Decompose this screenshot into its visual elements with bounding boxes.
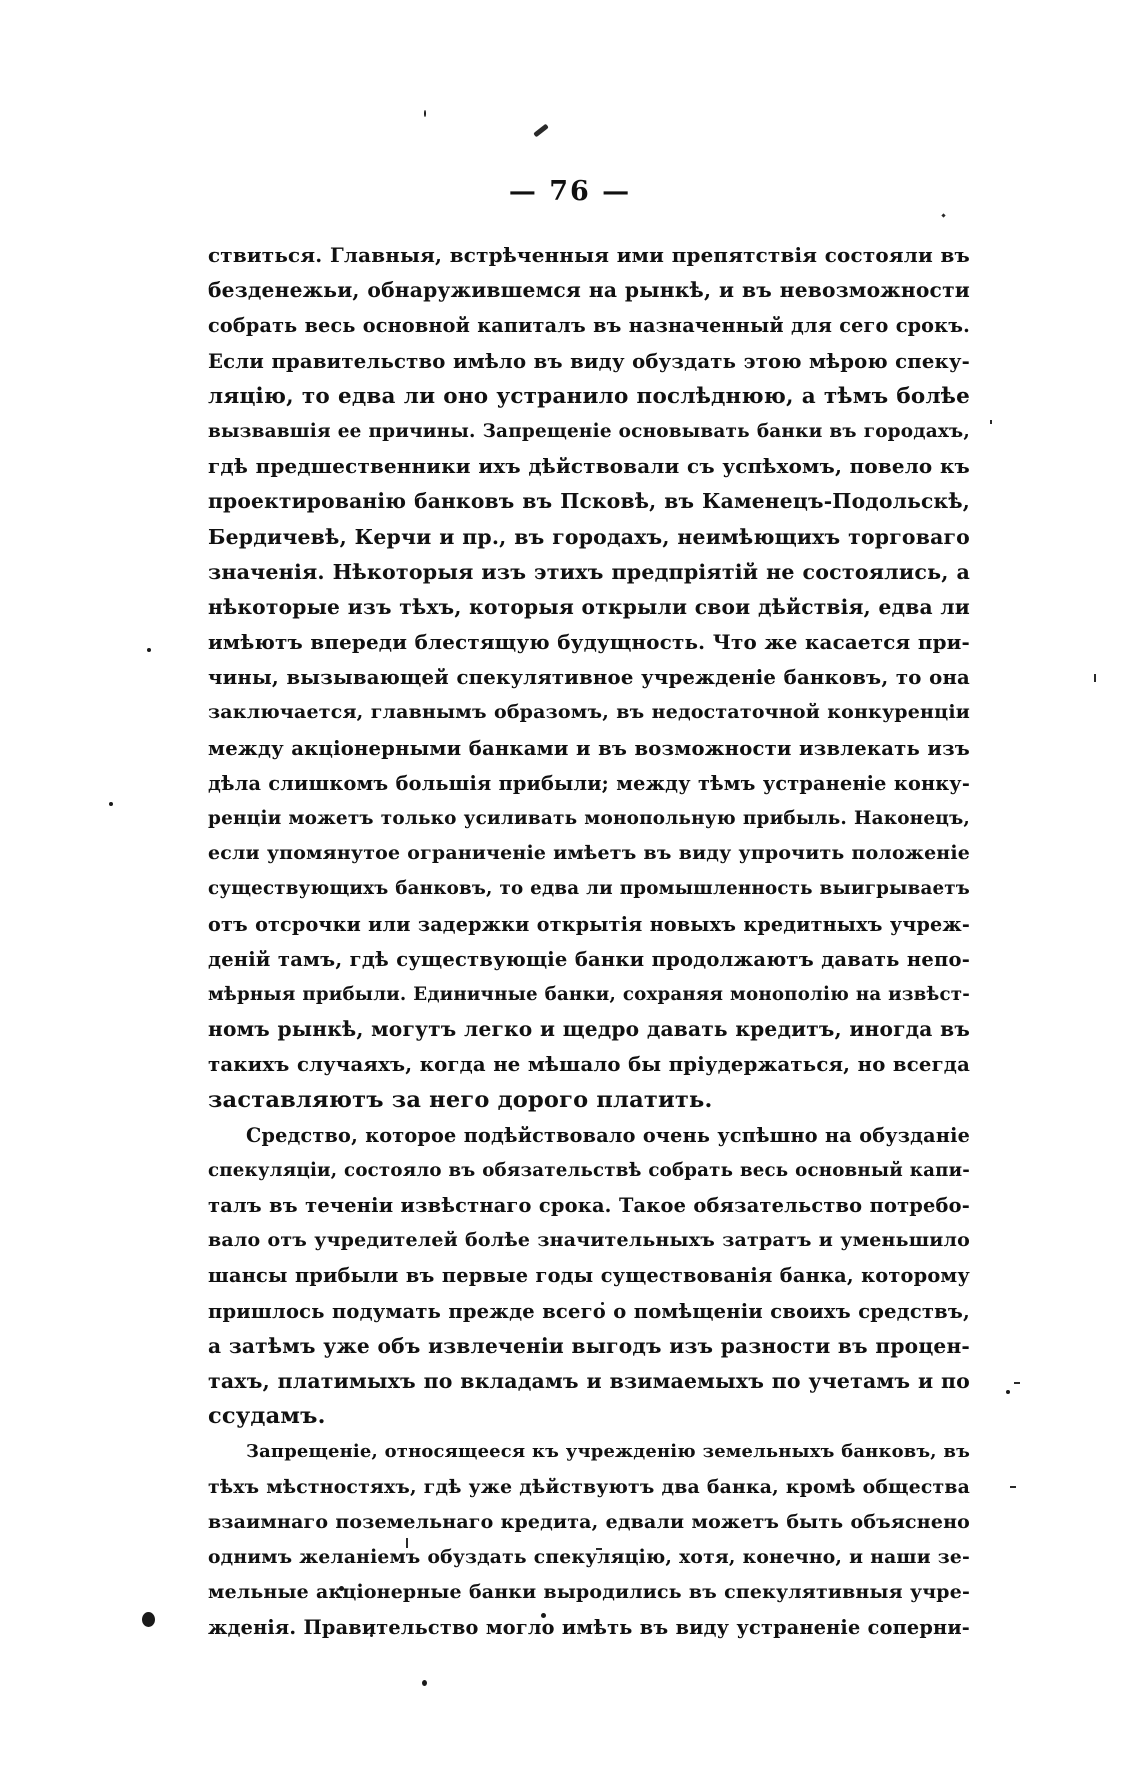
text-line: взаимнаго поземельнаго кредита, едвали можетъ быть объяснено [208,1510,970,1533]
text-line: заключается, главнымъ образомъ, въ недостаточной конкуренціи [208,701,970,724]
text-line: между акціонерными банками и въ возможности извлекать изъ [208,736,970,760]
text-line: чины, вызывающей спекулятивное учрежденіе банковъ, то она [208,666,970,690]
text-line: тѣхъ мѣстностяхъ, гдѣ уже дѣйствуютъ два банка, кромѣ общества [208,1475,970,1498]
text-line: безденежьи, обнаружившемся на рынкѣ, и въ невозможности [208,278,970,303]
text-line: деній тамъ, гдѣ существующіе банки продолжаютъ давать непо- [208,947,970,971]
text-line: мѣрныя прибыли. Единичные банки, сохраняя монополію на извѣст- [208,983,970,1005]
ink-speck [424,110,426,117]
text-line: гдѣ предшественники ихъ дѣйствовали съ успѣхомъ, повело къ [208,454,970,479]
text-line: собрать весь основной капиталъ въ назначенный для сего срокъ. [208,314,970,338]
text-line: Если правительство имѣло въ виду обуздать этою мѣрою спеку- [208,349,970,373]
ink-speck [422,1680,427,1686]
text-line: пришлось подумать прежде всего о помѣщеніи своихъ средствъ, [208,1299,970,1323]
text-line: талъ въ теченіи извѣстнаго срока. Такое обязательство потребо- [208,1194,970,1218]
text-line: вало отъ учредителей болѣе значительныхъ затратъ и уменьшило [208,1229,970,1252]
paragraph-end-line: заставляютъ за него дорого платить. [208,1086,713,1113]
paragraph-start-line: Средство, которое подѣйствовало очень успѣшно на обузданіе [246,1123,970,1147]
paragraph-end-line: ссудамъ. [208,1403,326,1430]
text-line: ляцію, то едва ли оно устранило послѣднюю, а тѣмъ болѣе [208,383,970,409]
text-line: жденія. Правительство могло имѣть въ виду устраненіе соперни- [208,1616,970,1640]
text-line: такихъ случаяхъ, когда не мѣшало бы пріудержаться, но всегда [208,1053,970,1077]
text-line: Бердичевѣ, Керчи и пр., въ городахъ, неимѣющихъ торговаго [208,524,970,549]
ink-mark [1014,1382,1020,1384]
text-line: если упомянутое ограниченіе имѣетъ въ виду упрочить положеніе [208,842,970,865]
text-line: мельные акціонерные банки выродились въ спекулятивныя учре- [208,1581,970,1604]
text-line: проектированію банковъ въ Псковѣ, въ Каменецъ-Подольскѣ, [208,489,970,514]
text-line: тахъ, платимыхъ по вкладамъ и взимаемыхъ по учетамъ и по [208,1369,970,1393]
text-line: а затѣмъ уже объ извлеченіи выгодъ изъ разности въ процен- [208,1333,970,1358]
text-line: отъ отсрочки или задержки открытія новыхъ кредитныхъ учреж- [208,912,970,936]
ink-speck [142,1612,155,1627]
text-line: ренціи можетъ только усиливать монопольную прибыль. Наконецъ, [208,808,970,829]
paragraph-start-line: Запрещеніе, относящееся къ учрежденію земельныхъ банковъ, въ [246,1441,970,1463]
ink-speck [147,648,151,652]
ink-mark [941,213,945,217]
ink-mark [1094,674,1096,682]
ink-mark [1010,1486,1016,1488]
ink-speck [109,802,113,806]
text-line: однимъ желаніемъ обуздать спекуляцію, хотя, конечно, и наши зе- [208,1545,970,1568]
ink-speck [1006,1390,1010,1394]
text-line: значенія. Нѣкоторыя изъ этихъ предпріятій не состоялись, а [208,559,970,584]
text-line: спекуляціи, состояло въ обязательствѣ собрать весь основный капи- [208,1159,970,1181]
ink-mark [990,420,992,424]
ink-mark [533,124,549,138]
text-line: номъ рынкѣ, могутъ легко и щедро давать кредитъ, иногда въ [208,1017,970,1042]
text-line: имѣютъ впереди блестящую будущность. Что же касается при- [208,630,970,655]
text-line: шансы прибыли въ первые годы существованія банка, которому [208,1264,970,1288]
text-line: нѣкоторые изъ тѣхъ, которыя открыли свои дѣйствія, едва ли [208,594,970,619]
text-line: дѣла слишкомъ большія прибыли; между тѣмъ устраненіе конку- [208,771,970,795]
page-number: — 76 — [508,176,632,207]
body-text [208,238,970,1646]
text-line: вызвавшія ее причины. Запрещеніе основывать банки въ городахъ, [208,420,970,442]
text-line: существующихъ банковъ, то едва ли промышленность выигрываетъ [208,878,970,900]
text-line: ствиться. Главныя, встрѣченныя ими препятствія состояли въ [208,243,970,267]
